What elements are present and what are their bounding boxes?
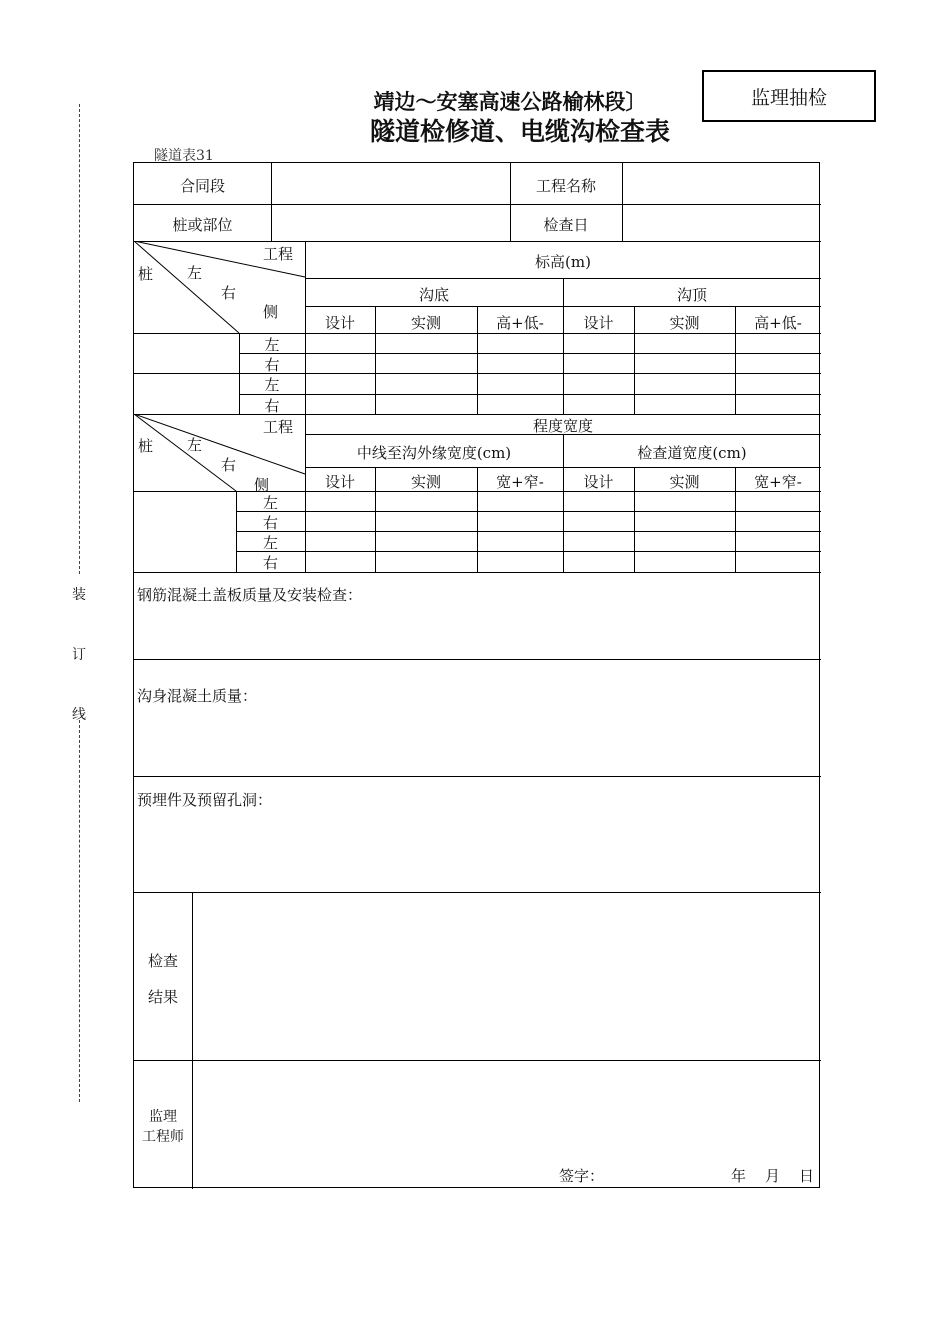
title-line-1: 靖边～安塞高速公路榆林段〕 (373, 90, 647, 114)
signature-field[interactable] (598, 1159, 718, 1183)
diag2-left-label: 左 (187, 436, 203, 454)
binding-char-2: 订 (72, 647, 86, 663)
month-label: 月 (765, 1167, 781, 1185)
elev-col-design-1: 设计 (324, 314, 355, 332)
cover-plate-section-label: 钢筋混凝土盖板质量及安装检查： (137, 586, 363, 604)
width-col-measured-2: 实测 (669, 473, 700, 491)
result-field[interactable] (193, 903, 813, 1053)
diag-side-label: 侧 (263, 303, 279, 321)
form-number: 隧道表31 (154, 148, 214, 164)
inspection-form (133, 162, 820, 1188)
supervision-stamp: 监理抽检 (702, 70, 876, 122)
elev-col-measured-2: 实测 (669, 314, 700, 332)
width-col-deviation-2: 宽+窄- (754, 473, 802, 491)
result-label-line2: 结果 (147, 988, 178, 1006)
diag-project-label: 工程 (263, 245, 294, 263)
year-label: 年 (731, 1167, 747, 1185)
elev-row-side-left-2: 左 (264, 376, 280, 394)
elev-col-deviation-2: 高+低- (754, 314, 802, 332)
diag2-station-label: 桩 (138, 437, 154, 455)
binding-char-3: 线 (72, 707, 86, 723)
binding-char-1: 装 (72, 587, 86, 603)
embedded-parts-section-label: 预埋件及预留孔洞： (137, 791, 273, 809)
ditch-bottom-header: 沟底 (418, 286, 449, 304)
diag-left-label: 左 (187, 264, 203, 282)
ditch-body-section-label: 沟身混凝土质量： (137, 687, 258, 705)
elev-row-side-right-2: 右 (264, 397, 280, 415)
elev-row-side-left-1: 左 (264, 336, 280, 354)
inspection-date-label: 检查日 (543, 216, 589, 234)
width-title: 程度宽度 (532, 417, 593, 435)
width-col-deviation-1: 宽+窄- (496, 473, 544, 491)
elev-col-deviation-1: 高+低- (496, 314, 544, 332)
diag-station-label: 桩 (138, 265, 154, 283)
ditch-top-header: 沟顶 (676, 286, 707, 304)
elev-col-measured-1: 实测 (410, 314, 441, 332)
signature-label: 签字： (559, 1167, 605, 1185)
width-col-measured-1: 实测 (410, 473, 441, 491)
width-col-design-2: 设计 (583, 473, 614, 491)
elevation-title: 标高(m) (535, 253, 591, 271)
contract-label: 合同段 (179, 177, 225, 195)
page-title: 隧道检修道、电缆沟检查表 (369, 117, 670, 146)
diag2-right-label: 右 (221, 456, 237, 474)
binding-line-top (79, 104, 80, 574)
width-col-design-1: 设计 (324, 473, 355, 491)
width-row-side-left-1: 左 (262, 494, 278, 512)
project-name-label: 工程名称 (535, 177, 596, 195)
width-row-side-left-2: 左 (262, 534, 278, 552)
result-label-line1: 检查 (147, 952, 178, 970)
walkway-width-header: 检查道宽度(cm) (637, 444, 747, 462)
day-label: 日 (799, 1167, 815, 1185)
binding-line-bottom (79, 720, 80, 1102)
width-row-side-right-2: 右 (262, 554, 278, 572)
centerline-width-header: 中线至沟外缘宽度(cm) (356, 444, 512, 462)
engineer-label-line2: 工程师 (142, 1129, 184, 1145)
elev-col-design-2: 设计 (583, 314, 614, 332)
elev-row-side-right-1: 右 (264, 356, 280, 374)
diag2-side-label: 侧 (254, 476, 270, 494)
diag-right-label: 右 (221, 284, 237, 302)
station-label: 桩或部位 (172, 216, 233, 234)
engineer-label-line1: 监理 (149, 1109, 177, 1125)
diag2-project-label: 工程 (263, 418, 294, 436)
width-row-side-right-1: 右 (262, 514, 278, 532)
